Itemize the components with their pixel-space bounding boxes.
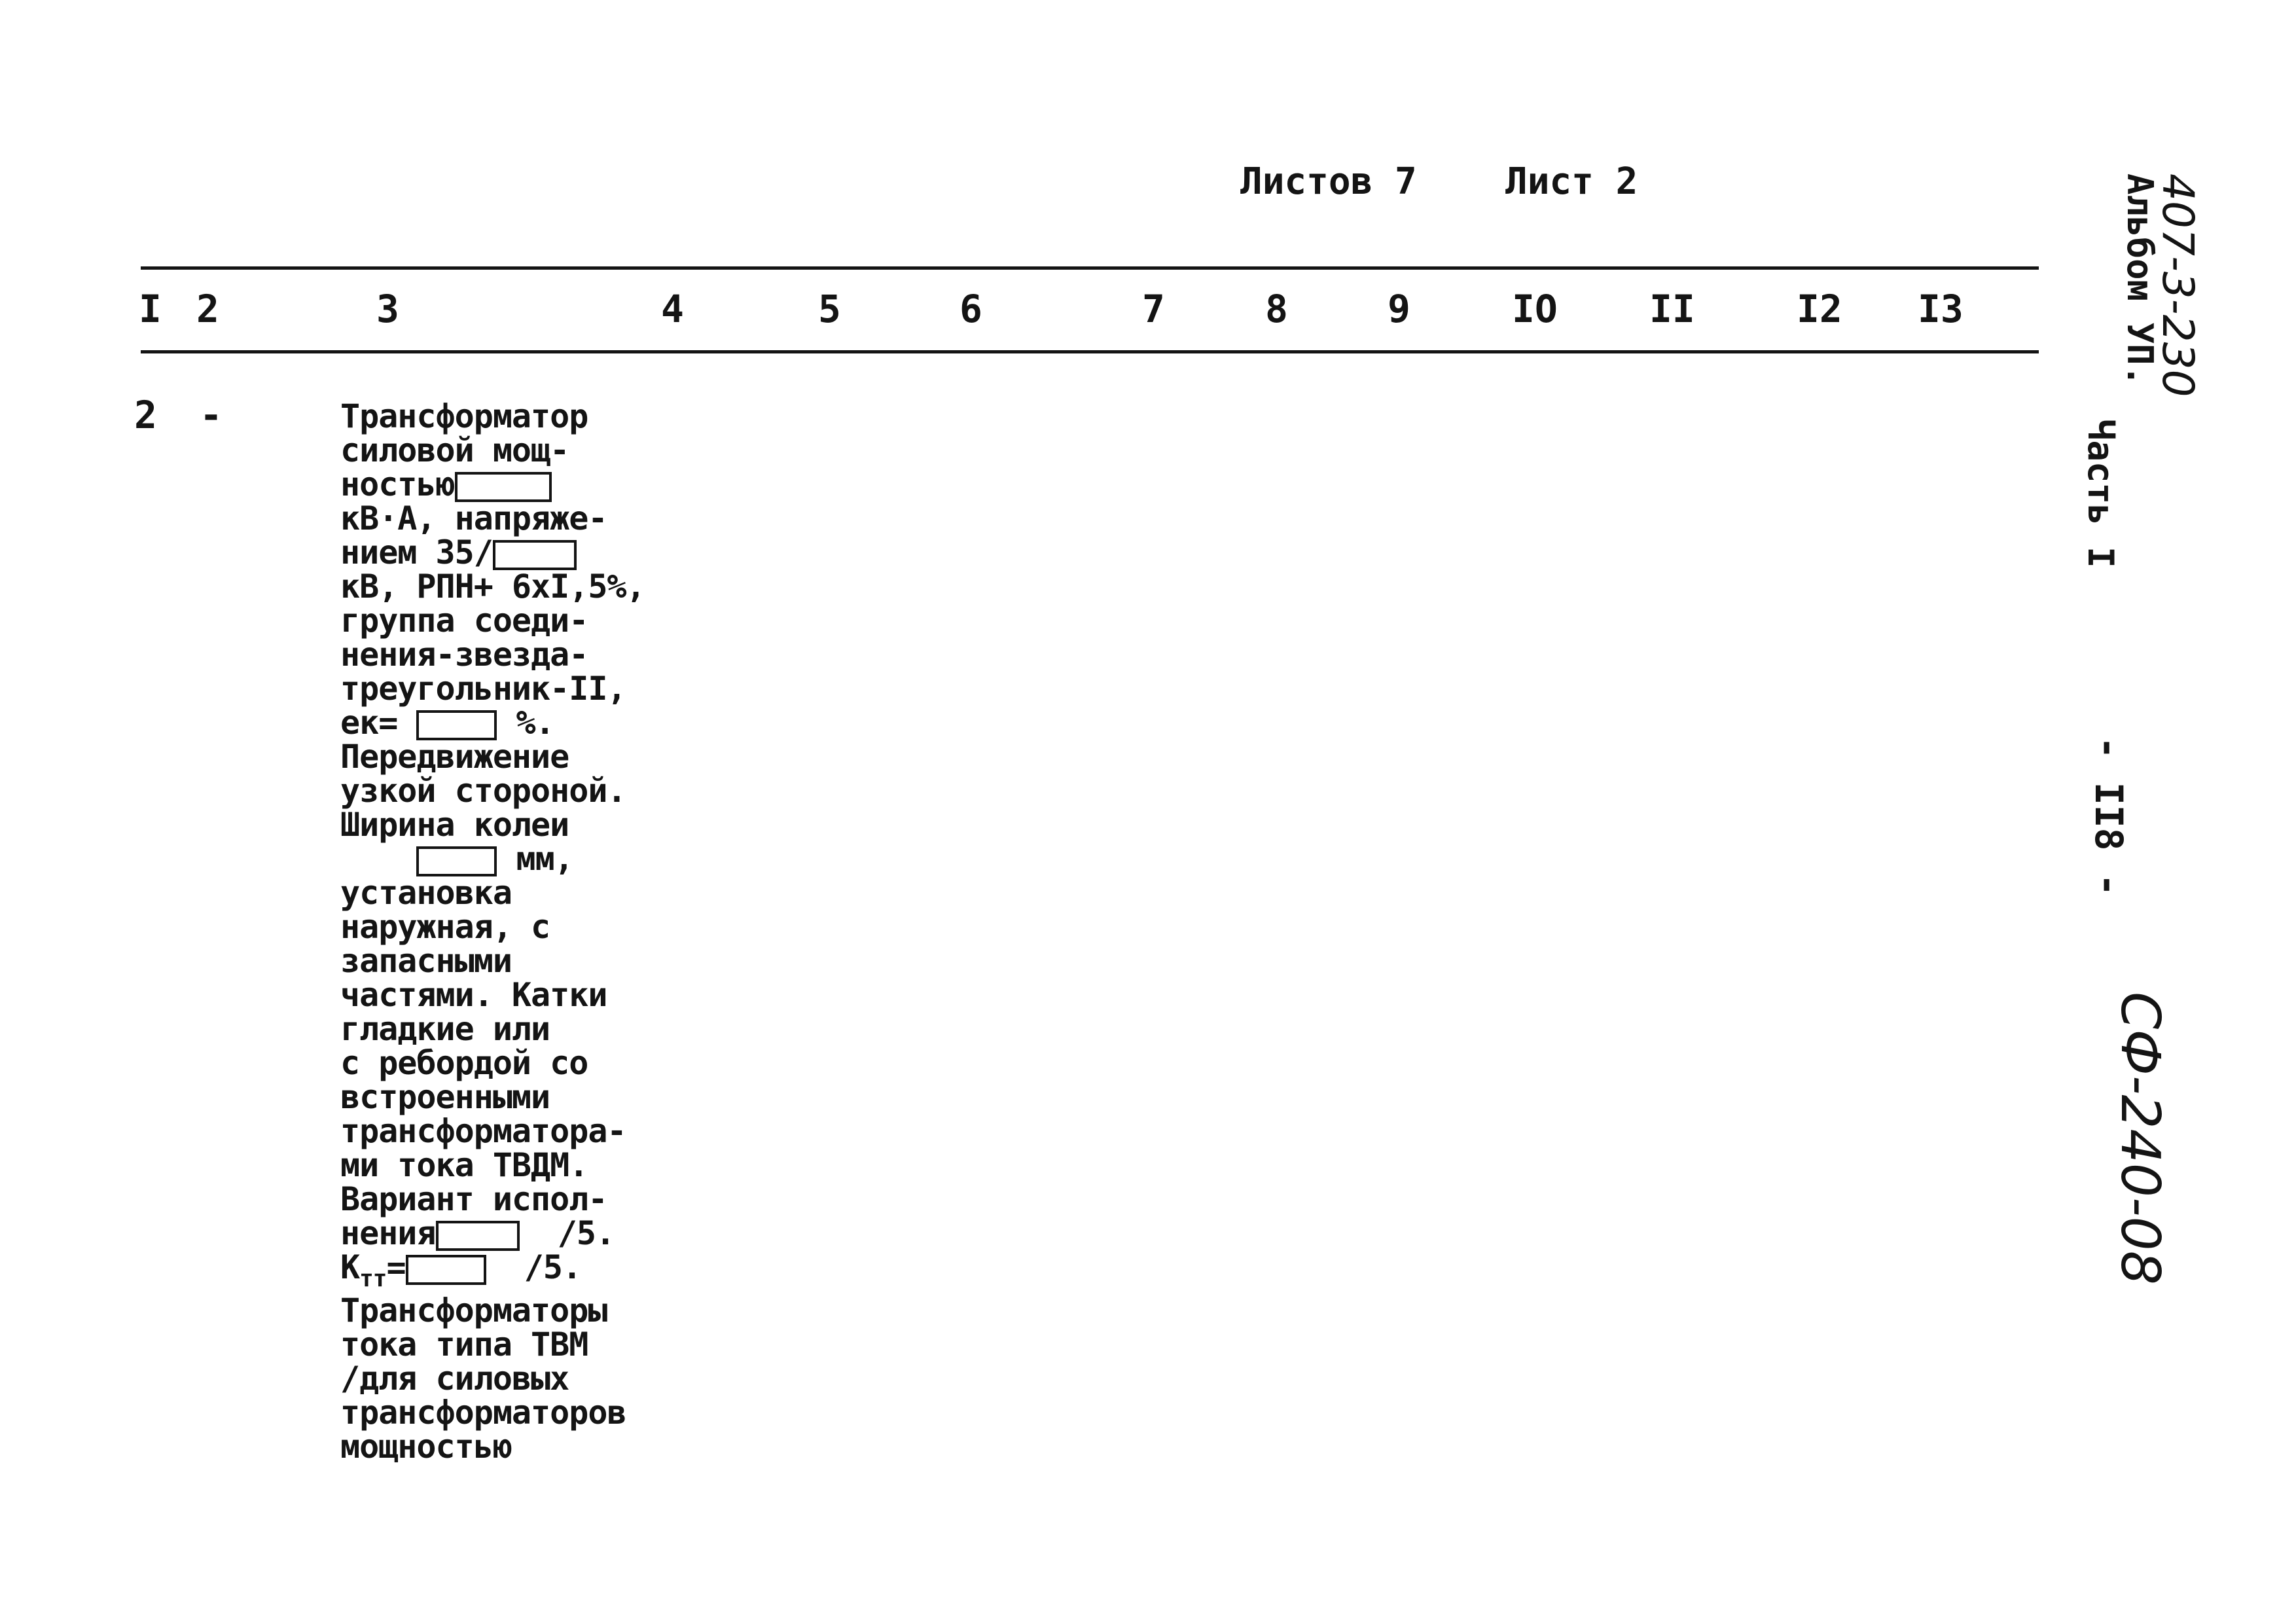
column-number: I — [139, 287, 162, 331]
blank-box — [416, 710, 497, 740]
column-number: 3 — [376, 287, 399, 331]
document-code: СФ-240-08 — [2109, 992, 2171, 1285]
description-line: с ребордой со — [340, 1044, 588, 1082]
description-line: /для силовых — [340, 1360, 569, 1398]
item-description — [340, 399, 645, 1464]
description-line: $К_{тт}= /5$. — [340, 1248, 582, 1292]
album-label: Альбом УП. — [2119, 173, 2161, 387]
column-number: 6 — [960, 287, 982, 331]
blank-box — [416, 846, 497, 876]
page-number: - II8 - — [2087, 736, 2131, 897]
sheets-total: Листов 7 — [1240, 160, 1417, 203]
album-code-block — [2119, 173, 2203, 1024]
blank-box — [493, 540, 577, 570]
row-number: 2 — [134, 393, 157, 437]
description-line: трансформатора- — [340, 1112, 626, 1150]
description-line: нения /5. — [340, 1214, 615, 1252]
column-number: I3 — [1918, 287, 1964, 331]
description-line: Вариант испол- — [340, 1180, 607, 1218]
description-line: гладкие или — [340, 1010, 550, 1048]
table-header-rule — [141, 350, 2039, 353]
description-line: установка — [340, 874, 512, 912]
column-number: 5 — [818, 287, 841, 331]
description-line: треугольник-II, — [340, 670, 626, 708]
description-line: кВ·А, напряже- — [340, 499, 607, 537]
description-line: мм, — [340, 842, 645, 876]
description-line: Трансформатор — [340, 397, 588, 435]
column-number: 7 — [1142, 287, 1165, 331]
description-line: запасными — [340, 942, 512, 980]
blank-box — [406, 1255, 486, 1285]
row-col2-dash: - — [200, 393, 223, 437]
sheet-number: Лист 2 — [1505, 160, 1638, 203]
description-line: силовой мощ- — [340, 431, 569, 469]
part-label: Часть I — [2080, 419, 2121, 568]
description-line: Ширина колеи — [340, 806, 569, 844]
table-top-rule — [141, 266, 2039, 270]
column-number: II — [1649, 287, 1695, 331]
description-line: тока типа ТВМ — [340, 1326, 588, 1363]
description-line: нием 35/ — [340, 535, 645, 569]
column-number: I2 — [1797, 287, 1842, 331]
description-line: Передвижение — [340, 738, 569, 776]
description-line: мощностью — [340, 1428, 512, 1466]
column-number: 4 — [661, 287, 684, 331]
description-line: кВ, РПН+ 6хI,5%, — [340, 568, 645, 605]
description-line: ек= %. — [340, 704, 554, 742]
description-line: частями. Катки — [340, 976, 607, 1014]
description-line: трансформаторов — [340, 1394, 626, 1432]
album-code: 407-3-230 — [2153, 173, 2203, 397]
description-line: группа соеди- — [340, 602, 588, 640]
blank-box — [455, 472, 552, 502]
description-line: нения-звезда- — [340, 636, 588, 674]
column-number: IO — [1512, 287, 1558, 331]
description-line: встроенными — [340, 1078, 550, 1116]
column-number: 2 — [196, 287, 219, 331]
blank-box — [436, 1221, 520, 1251]
column-number: 8 — [1265, 287, 1288, 331]
description-line: узкой стороной. — [340, 772, 626, 810]
description-line: Трансформаторы — [340, 1291, 607, 1329]
description-line: ностью — [340, 467, 645, 501]
description-line: ми тока ТВДМ. — [340, 1146, 588, 1184]
description-line: наружная, с — [340, 908, 550, 946]
column-number: 9 — [1388, 287, 1410, 331]
